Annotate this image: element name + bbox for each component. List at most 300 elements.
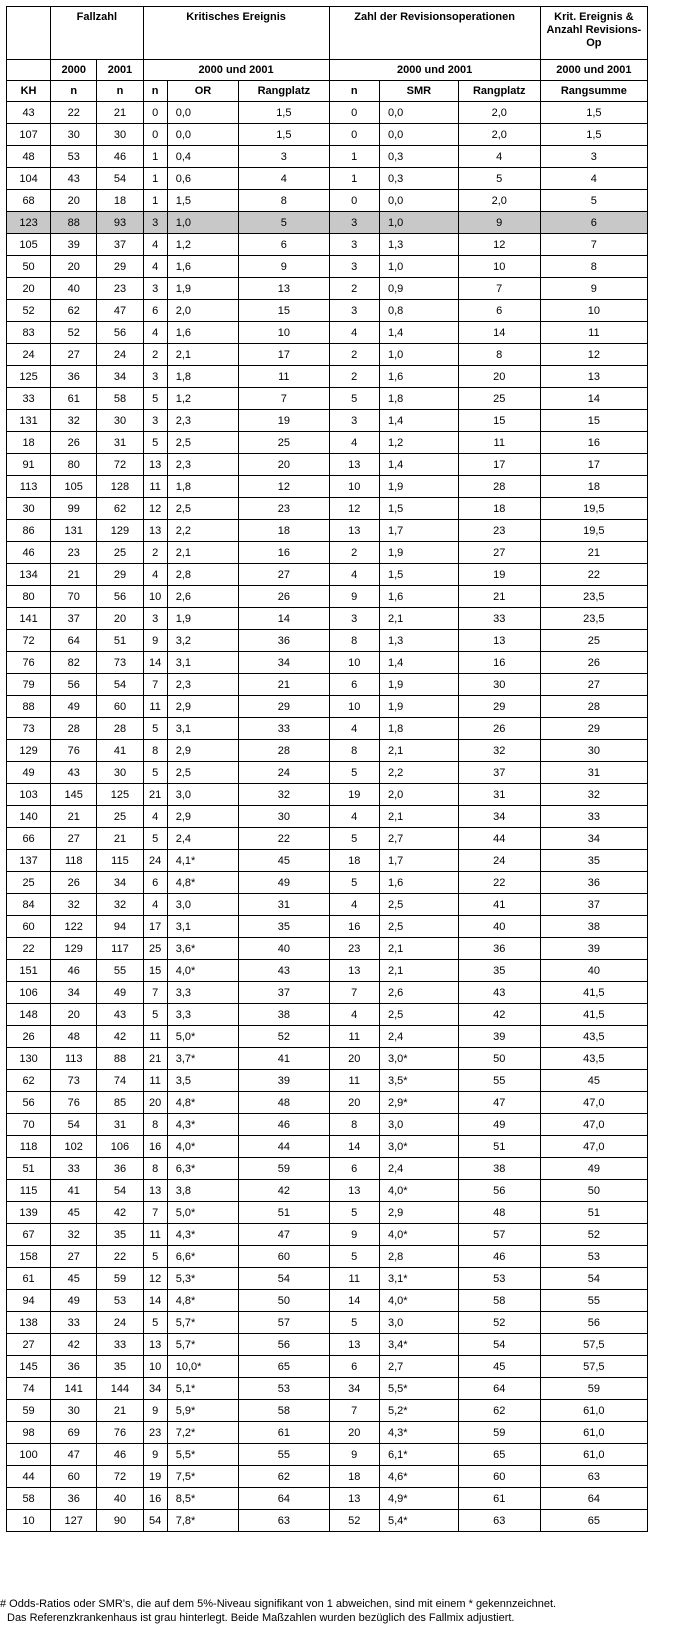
cell-rangplatz-smr: 57 — [458, 1224, 540, 1246]
cell-rangplatz-smr: 34 — [458, 806, 540, 828]
cell-rangplatz-smr: 51 — [458, 1136, 540, 1158]
cell-n-krit: 12 — [143, 498, 167, 520]
cell-n-krit: 5 — [143, 828, 167, 850]
table-row — [7, 1444, 648, 1466]
cell-n-rev: 10 — [329, 652, 379, 674]
cell-rangsumme: 37 — [540, 894, 647, 916]
cell-n-2000: 27 — [51, 344, 97, 366]
cell-kh: 58 — [7, 1488, 51, 1510]
cell-or: 1,6 — [167, 256, 238, 278]
cell-smr: 1,9 — [379, 476, 458, 498]
cell-n-rev: 4 — [329, 322, 379, 344]
cell-n-krit: 4 — [143, 322, 167, 344]
cell-kh: 43 — [7, 102, 51, 124]
table-row — [7, 476, 648, 498]
cell-smr: 1,5 — [379, 564, 458, 586]
cell-n-rev: 2 — [329, 366, 379, 388]
cell-rangsumme: 19,5 — [540, 520, 647, 542]
cell-smr: 1,0 — [379, 256, 458, 278]
cell-or: 0,4 — [167, 146, 238, 168]
cell-rangplatz-or: 16 — [239, 542, 329, 564]
cell-or: 3,8 — [167, 1180, 238, 1202]
cell-kh: 131 — [7, 410, 51, 432]
cell-n-2000: 32 — [51, 1224, 97, 1246]
cell-n-rev: 11 — [329, 1070, 379, 1092]
cell-smr: 4,0* — [379, 1224, 458, 1246]
cell-smr: 2,1 — [379, 938, 458, 960]
cell-n-2000: 20 — [51, 256, 97, 278]
cell-or: 1,5 — [167, 190, 238, 212]
cell-n-2000: 70 — [51, 586, 97, 608]
cell-n-2001: 24 — [97, 344, 143, 366]
cell-smr: 2,7 — [379, 828, 458, 850]
cell-n-2001: 30 — [97, 762, 143, 784]
cell-smr: 1,4 — [379, 454, 458, 476]
cell-n-2000: 33 — [51, 1312, 97, 1334]
cell-rangplatz-or: 45 — [239, 850, 329, 872]
cell-or: 4,1* — [167, 850, 238, 872]
cell-smr: 2,9 — [379, 1202, 458, 1224]
cell-n-2001: 42 — [97, 1026, 143, 1048]
cell-n-rev: 5 — [329, 1312, 379, 1334]
cell-n-2000: 56 — [51, 674, 97, 696]
cell-kh: 79 — [7, 674, 51, 696]
cell-rangplatz-smr: 26 — [458, 718, 540, 740]
cell-smr: 2,7 — [379, 1356, 458, 1378]
table-row — [7, 740, 648, 762]
cell-rangplatz-or: 10 — [239, 322, 329, 344]
cell-or: 7,8* — [167, 1510, 238, 1532]
cell-rangplatz-smr: 49 — [458, 1114, 540, 1136]
table-row — [7, 960, 648, 982]
cell-rangplatz-or: 57 — [239, 1312, 329, 1334]
cell-kh: 59 — [7, 1400, 51, 1422]
table-row — [7, 1400, 648, 1422]
cell-n-2001: 88 — [97, 1048, 143, 1070]
cell-rangsumme: 25 — [540, 630, 647, 652]
cell-n-krit: 2 — [143, 344, 167, 366]
cell-n-rev: 9 — [329, 586, 379, 608]
cell-n-rev: 8 — [329, 630, 379, 652]
cell-rangsumme: 47,0 — [540, 1136, 647, 1158]
cell-rangplatz-or: 35 — [239, 916, 329, 938]
cell-smr: 1,9 — [379, 542, 458, 564]
cell-n-2000: 36 — [51, 366, 97, 388]
cell-rangplatz-smr: 56 — [458, 1180, 540, 1202]
cell-rangplatz-smr: 65 — [458, 1444, 540, 1466]
cell-smr: 2,4 — [379, 1026, 458, 1048]
cell-smr: 2,1 — [379, 806, 458, 828]
cell-or: 2,6 — [167, 586, 238, 608]
cell-n-rev: 5 — [329, 388, 379, 410]
cell-or: 3,7* — [167, 1048, 238, 1070]
cell-n-2000: 22 — [51, 102, 97, 124]
cell-n-rev: 5 — [329, 1202, 379, 1224]
col-n-rev: n — [329, 81, 379, 102]
cell-n-2000: 36 — [51, 1488, 97, 1510]
cell-rangplatz-smr: 33 — [458, 608, 540, 630]
table-row — [7, 498, 648, 520]
table-row — [7, 784, 648, 806]
cell-n-2000: 32 — [51, 894, 97, 916]
cell-rangplatz-or: 43 — [239, 960, 329, 982]
cell-rangplatz-smr: 5 — [458, 168, 540, 190]
cell-n-krit: 1 — [143, 190, 167, 212]
cell-n-2001: 29 — [97, 256, 143, 278]
cell-rangplatz-smr: 11 — [458, 432, 540, 454]
cell-rangsumme: 63 — [540, 1466, 647, 1488]
table-row — [7, 168, 648, 190]
cell-rangplatz-or: 22 — [239, 828, 329, 850]
cell-kh: 83 — [7, 322, 51, 344]
cell-n-2000: 99 — [51, 498, 97, 520]
cell-kh: 74 — [7, 1378, 51, 1400]
header-period-rev: 2000 und 2001 — [329, 60, 540, 81]
cell-n-rev: 12 — [329, 498, 379, 520]
cell-or: 0,0 — [167, 102, 238, 124]
cell-rangsumme: 11 — [540, 322, 647, 344]
cell-rangplatz-or: 14 — [239, 608, 329, 630]
cell-or: 0,0 — [167, 124, 238, 146]
cell-rangplatz-or: 48 — [239, 1092, 329, 1114]
cell-or: 3,1 — [167, 718, 238, 740]
cell-kh: 48 — [7, 146, 51, 168]
cell-kh: 94 — [7, 1290, 51, 1312]
cell-smr: 1,7 — [379, 850, 458, 872]
cell-rangplatz-smr: 19 — [458, 564, 540, 586]
cell-n-krit: 5 — [143, 762, 167, 784]
cell-n-2000: 127 — [51, 1510, 97, 1532]
cell-rangplatz-smr: 18 — [458, 498, 540, 520]
cell-kh: 73 — [7, 718, 51, 740]
cell-or: 0,6 — [167, 168, 238, 190]
cell-or: 3,2 — [167, 630, 238, 652]
table-row — [7, 1334, 648, 1356]
cell-rangplatz-or: 15 — [239, 300, 329, 322]
header-year-2001: 2001 — [97, 60, 143, 81]
col-rangplatz-or: Rangplatz — [239, 81, 329, 102]
cell-kh: 139 — [7, 1202, 51, 1224]
cell-n-2001: 90 — [97, 1510, 143, 1532]
cell-kh: 68 — [7, 190, 51, 212]
cell-kh: 76 — [7, 652, 51, 674]
cell-rangsumme: 55 — [540, 1290, 647, 1312]
header-fallzahl: Fallzahl — [51, 7, 143, 60]
cell-kh: 115 — [7, 1180, 51, 1202]
cell-smr: 0,3 — [379, 168, 458, 190]
table-row — [7, 278, 648, 300]
cell-or: 2,1 — [167, 542, 238, 564]
cell-n-2001: 28 — [97, 718, 143, 740]
cell-rangplatz-or: 28 — [239, 740, 329, 762]
cell-rangplatz-or: 13 — [239, 278, 329, 300]
cell-n-krit: 11 — [143, 696, 167, 718]
cell-n-2001: 54 — [97, 168, 143, 190]
cell-or: 2,8 — [167, 564, 238, 586]
cell-n-2000: 37 — [51, 608, 97, 630]
cell-rangsumme: 61,0 — [540, 1422, 647, 1444]
cell-n-krit: 3 — [143, 278, 167, 300]
cell-smr: 4,0* — [379, 1290, 458, 1312]
cell-n-2001: 36 — [97, 1158, 143, 1180]
cell-n-krit: 5 — [143, 1004, 167, 1026]
table-row — [7, 850, 648, 872]
cell-n-rev: 6 — [329, 1158, 379, 1180]
cell-n-rev: 5 — [329, 762, 379, 784]
cell-kh: 104 — [7, 168, 51, 190]
cell-rangplatz-or: 23 — [239, 498, 329, 520]
cell-or: 4,3* — [167, 1224, 238, 1246]
cell-or: 2,9 — [167, 806, 238, 828]
cell-n-2000: 46 — [51, 960, 97, 982]
table-row — [7, 982, 648, 1004]
cell-kh: 51 — [7, 1158, 51, 1180]
cell-rangsumme: 6 — [540, 212, 647, 234]
footnote-line-2: Das Referenzkrankenhaus ist grau hinterlegt. Beide Maßzahlen wurden bezüglich des Fallmix adjustiert. — [7, 1612, 515, 1624]
cell-kh: 30 — [7, 498, 51, 520]
cell-n-krit: 13 — [143, 1334, 167, 1356]
cell-n-rev: 14 — [329, 1290, 379, 1312]
cell-n-2001: 128 — [97, 476, 143, 498]
cell-n-krit: 14 — [143, 652, 167, 674]
cell-rangplatz-smr: 45 — [458, 1356, 540, 1378]
cell-n-2001: 29 — [97, 564, 143, 586]
cell-rangsumme: 17 — [540, 454, 647, 476]
cell-n-krit: 1 — [143, 146, 167, 168]
cell-kh: 26 — [7, 1026, 51, 1048]
cell-kh: 125 — [7, 366, 51, 388]
cell-n-2001: 33 — [97, 1334, 143, 1356]
cell-or: 2,3 — [167, 674, 238, 696]
cell-n-2000: 36 — [51, 1356, 97, 1378]
table-row — [7, 366, 648, 388]
cell-n-2000: 21 — [51, 806, 97, 828]
cell-or: 2,1 — [167, 344, 238, 366]
cell-n-krit: 3 — [143, 366, 167, 388]
cell-n-rev: 6 — [329, 674, 379, 696]
cell-rangplatz-or: 47 — [239, 1224, 329, 1246]
cell-n-krit: 3 — [143, 212, 167, 234]
cell-or: 4,8* — [167, 1092, 238, 1114]
cell-n-2000: 42 — [51, 1334, 97, 1356]
cell-smr: 1,2 — [379, 432, 458, 454]
cell-kh: 33 — [7, 388, 51, 410]
cell-n-krit: 7 — [143, 674, 167, 696]
cell-rangsumme: 52 — [540, 1224, 647, 1246]
cell-rangplatz-or: 59 — [239, 1158, 329, 1180]
cell-rangplatz-smr: 31 — [458, 784, 540, 806]
cell-rangsumme: 8 — [540, 256, 647, 278]
table-row — [7, 388, 648, 410]
cell-rangsumme: 38 — [540, 916, 647, 938]
cell-smr: 1,6 — [379, 872, 458, 894]
col-smr: SMR — [379, 81, 458, 102]
cell-rangplatz-smr: 53 — [458, 1268, 540, 1290]
table-row — [7, 1004, 648, 1026]
cell-rangplatz-or: 51 — [239, 1202, 329, 1224]
cell-n-2001: 93 — [97, 212, 143, 234]
cell-rangplatz-or: 36 — [239, 630, 329, 652]
cell-rangsumme: 5 — [540, 190, 647, 212]
cell-smr: 2,1 — [379, 740, 458, 762]
cell-smr: 4,6* — [379, 1466, 458, 1488]
cell-n-rev: 10 — [329, 696, 379, 718]
cell-n-krit: 13 — [143, 520, 167, 542]
cell-n-2000: 47 — [51, 1444, 97, 1466]
cell-kh: 67 — [7, 1224, 51, 1246]
cell-rangsumme: 14 — [540, 388, 647, 410]
cell-n-2000: 43 — [51, 168, 97, 190]
cell-n-2001: 56 — [97, 322, 143, 344]
cell-n-krit: 5 — [143, 432, 167, 454]
cell-kh: 72 — [7, 630, 51, 652]
cell-n-2000: 64 — [51, 630, 97, 652]
cell-rangplatz-or: 65 — [239, 1356, 329, 1378]
cell-n-krit: 24 — [143, 850, 167, 872]
cell-rangplatz-smr: 62 — [458, 1400, 540, 1422]
cell-rangsumme: 43,5 — [540, 1048, 647, 1070]
cell-n-krit: 8 — [143, 1158, 167, 1180]
cell-n-2001: 21 — [97, 102, 143, 124]
cell-n-2001: 144 — [97, 1378, 143, 1400]
table-header — [7, 7, 648, 102]
cell-rangplatz-or: 26 — [239, 586, 329, 608]
table-row — [7, 256, 648, 278]
cell-rangplatz-or: 1,5 — [239, 102, 329, 124]
table-row — [7, 828, 648, 850]
cell-n-rev: 4 — [329, 432, 379, 454]
cell-rangplatz-smr: 54 — [458, 1334, 540, 1356]
cell-rangplatz-or: 40 — [239, 938, 329, 960]
table-row — [7, 916, 648, 938]
cell-kh: 25 — [7, 872, 51, 894]
cell-n-rev: 13 — [329, 1334, 379, 1356]
cell-smr: 4,3* — [379, 1422, 458, 1444]
cell-rangplatz-or: 24 — [239, 762, 329, 784]
cell-or: 4,8* — [167, 1290, 238, 1312]
cell-n-rev: 13 — [329, 520, 379, 542]
cell-rangsumme: 18 — [540, 476, 647, 498]
cell-rangplatz-smr: 2,0 — [458, 102, 540, 124]
cell-n-2001: 34 — [97, 872, 143, 894]
cell-n-2001: 22 — [97, 1246, 143, 1268]
cell-rangplatz-or: 30 — [239, 806, 329, 828]
cell-rangplatz-or: 27 — [239, 564, 329, 586]
cell-n-2000: 28 — [51, 718, 97, 740]
table-row — [7, 1026, 648, 1048]
cell-or: 2,3 — [167, 410, 238, 432]
cell-n-2000: 73 — [51, 1070, 97, 1092]
cell-n-2000: 122 — [51, 916, 97, 938]
cell-n-2001: 18 — [97, 190, 143, 212]
cell-n-krit: 4 — [143, 564, 167, 586]
cell-or: 8,5* — [167, 1488, 238, 1510]
cell-n-rev: 5 — [329, 872, 379, 894]
cell-n-2001: 46 — [97, 1444, 143, 1466]
cell-rangplatz-or: 50 — [239, 1290, 329, 1312]
cell-or: 1,0 — [167, 212, 238, 234]
cell-n-rev: 7 — [329, 1400, 379, 1422]
cell-rangplatz-smr: 25 — [458, 388, 540, 410]
cell-rangplatz-smr: 43 — [458, 982, 540, 1004]
cell-n-krit: 17 — [143, 916, 167, 938]
cell-rangsumme: 4 — [540, 168, 647, 190]
cell-n-rev: 2 — [329, 542, 379, 564]
cell-or: 6,3* — [167, 1158, 238, 1180]
cell-or: 7,5* — [167, 1466, 238, 1488]
cell-kh: 129 — [7, 740, 51, 762]
table-row — [7, 652, 648, 674]
table-row — [7, 190, 648, 212]
table-row — [7, 872, 648, 894]
cell-rangsumme: 1,5 — [540, 124, 647, 146]
cell-n-rev: 4 — [329, 718, 379, 740]
cell-n-krit: 3 — [143, 410, 167, 432]
table-row — [7, 1180, 648, 1202]
cell-n-rev: 4 — [329, 564, 379, 586]
cell-or: 5,7* — [167, 1334, 238, 1356]
cell-rangsumme: 3 — [540, 146, 647, 168]
cell-kh: 52 — [7, 300, 51, 322]
cell-smr: 2,2 — [379, 762, 458, 784]
cell-n-2000: 34 — [51, 982, 97, 1004]
cell-n-2001: 47 — [97, 300, 143, 322]
cell-n-rev: 3 — [329, 256, 379, 278]
cell-or: 5,3* — [167, 1268, 238, 1290]
cell-smr: 3,0* — [379, 1048, 458, 1070]
cell-n-krit: 11 — [143, 476, 167, 498]
cell-n-krit: 10 — [143, 1356, 167, 1378]
cell-or: 10,0* — [167, 1356, 238, 1378]
cell-rangplatz-or: 58 — [239, 1400, 329, 1422]
cell-rangplatz-or: 6 — [239, 234, 329, 256]
cell-rangplatz-smr: 37 — [458, 762, 540, 784]
cell-n-rev: 20 — [329, 1092, 379, 1114]
cell-rangsumme: 41,5 — [540, 1004, 647, 1026]
cell-n-2000: 53 — [51, 146, 97, 168]
cell-rangsumme: 34 — [540, 828, 647, 850]
cell-n-rev: 23 — [329, 938, 379, 960]
cell-n-2000: 45 — [51, 1202, 97, 1224]
cell-or: 3,0 — [167, 784, 238, 806]
cell-n-rev: 3 — [329, 410, 379, 432]
cell-rangplatz-smr: 15 — [458, 410, 540, 432]
cell-smr: 1,0 — [379, 344, 458, 366]
cell-n-2001: 25 — [97, 806, 143, 828]
cell-rangplatz-smr: 55 — [458, 1070, 540, 1092]
cell-n-rev: 7 — [329, 982, 379, 1004]
cell-rangsumme: 47,0 — [540, 1114, 647, 1136]
cell-n-2000: 52 — [51, 322, 97, 344]
cell-n-krit: 9 — [143, 1400, 167, 1422]
cell-smr: 0,0 — [379, 124, 458, 146]
cell-n-rev: 9 — [329, 1224, 379, 1246]
cell-n-2001: 23 — [97, 278, 143, 300]
cell-rangplatz-or: 53 — [239, 1378, 329, 1400]
cell-n-2001: 59 — [97, 1268, 143, 1290]
cell-or: 4,8* — [167, 872, 238, 894]
cell-n-2000: 43 — [51, 762, 97, 784]
cell-kh: 70 — [7, 1114, 51, 1136]
cell-n-rev: 19 — [329, 784, 379, 806]
cell-n-rev: 2 — [329, 278, 379, 300]
cell-n-2000: 69 — [51, 1422, 97, 1444]
cell-n-2001: 58 — [97, 388, 143, 410]
cell-n-krit: 3 — [143, 608, 167, 630]
cell-n-krit: 21 — [143, 784, 167, 806]
cell-n-2000: 39 — [51, 234, 97, 256]
cell-smr: 3,0 — [379, 1114, 458, 1136]
